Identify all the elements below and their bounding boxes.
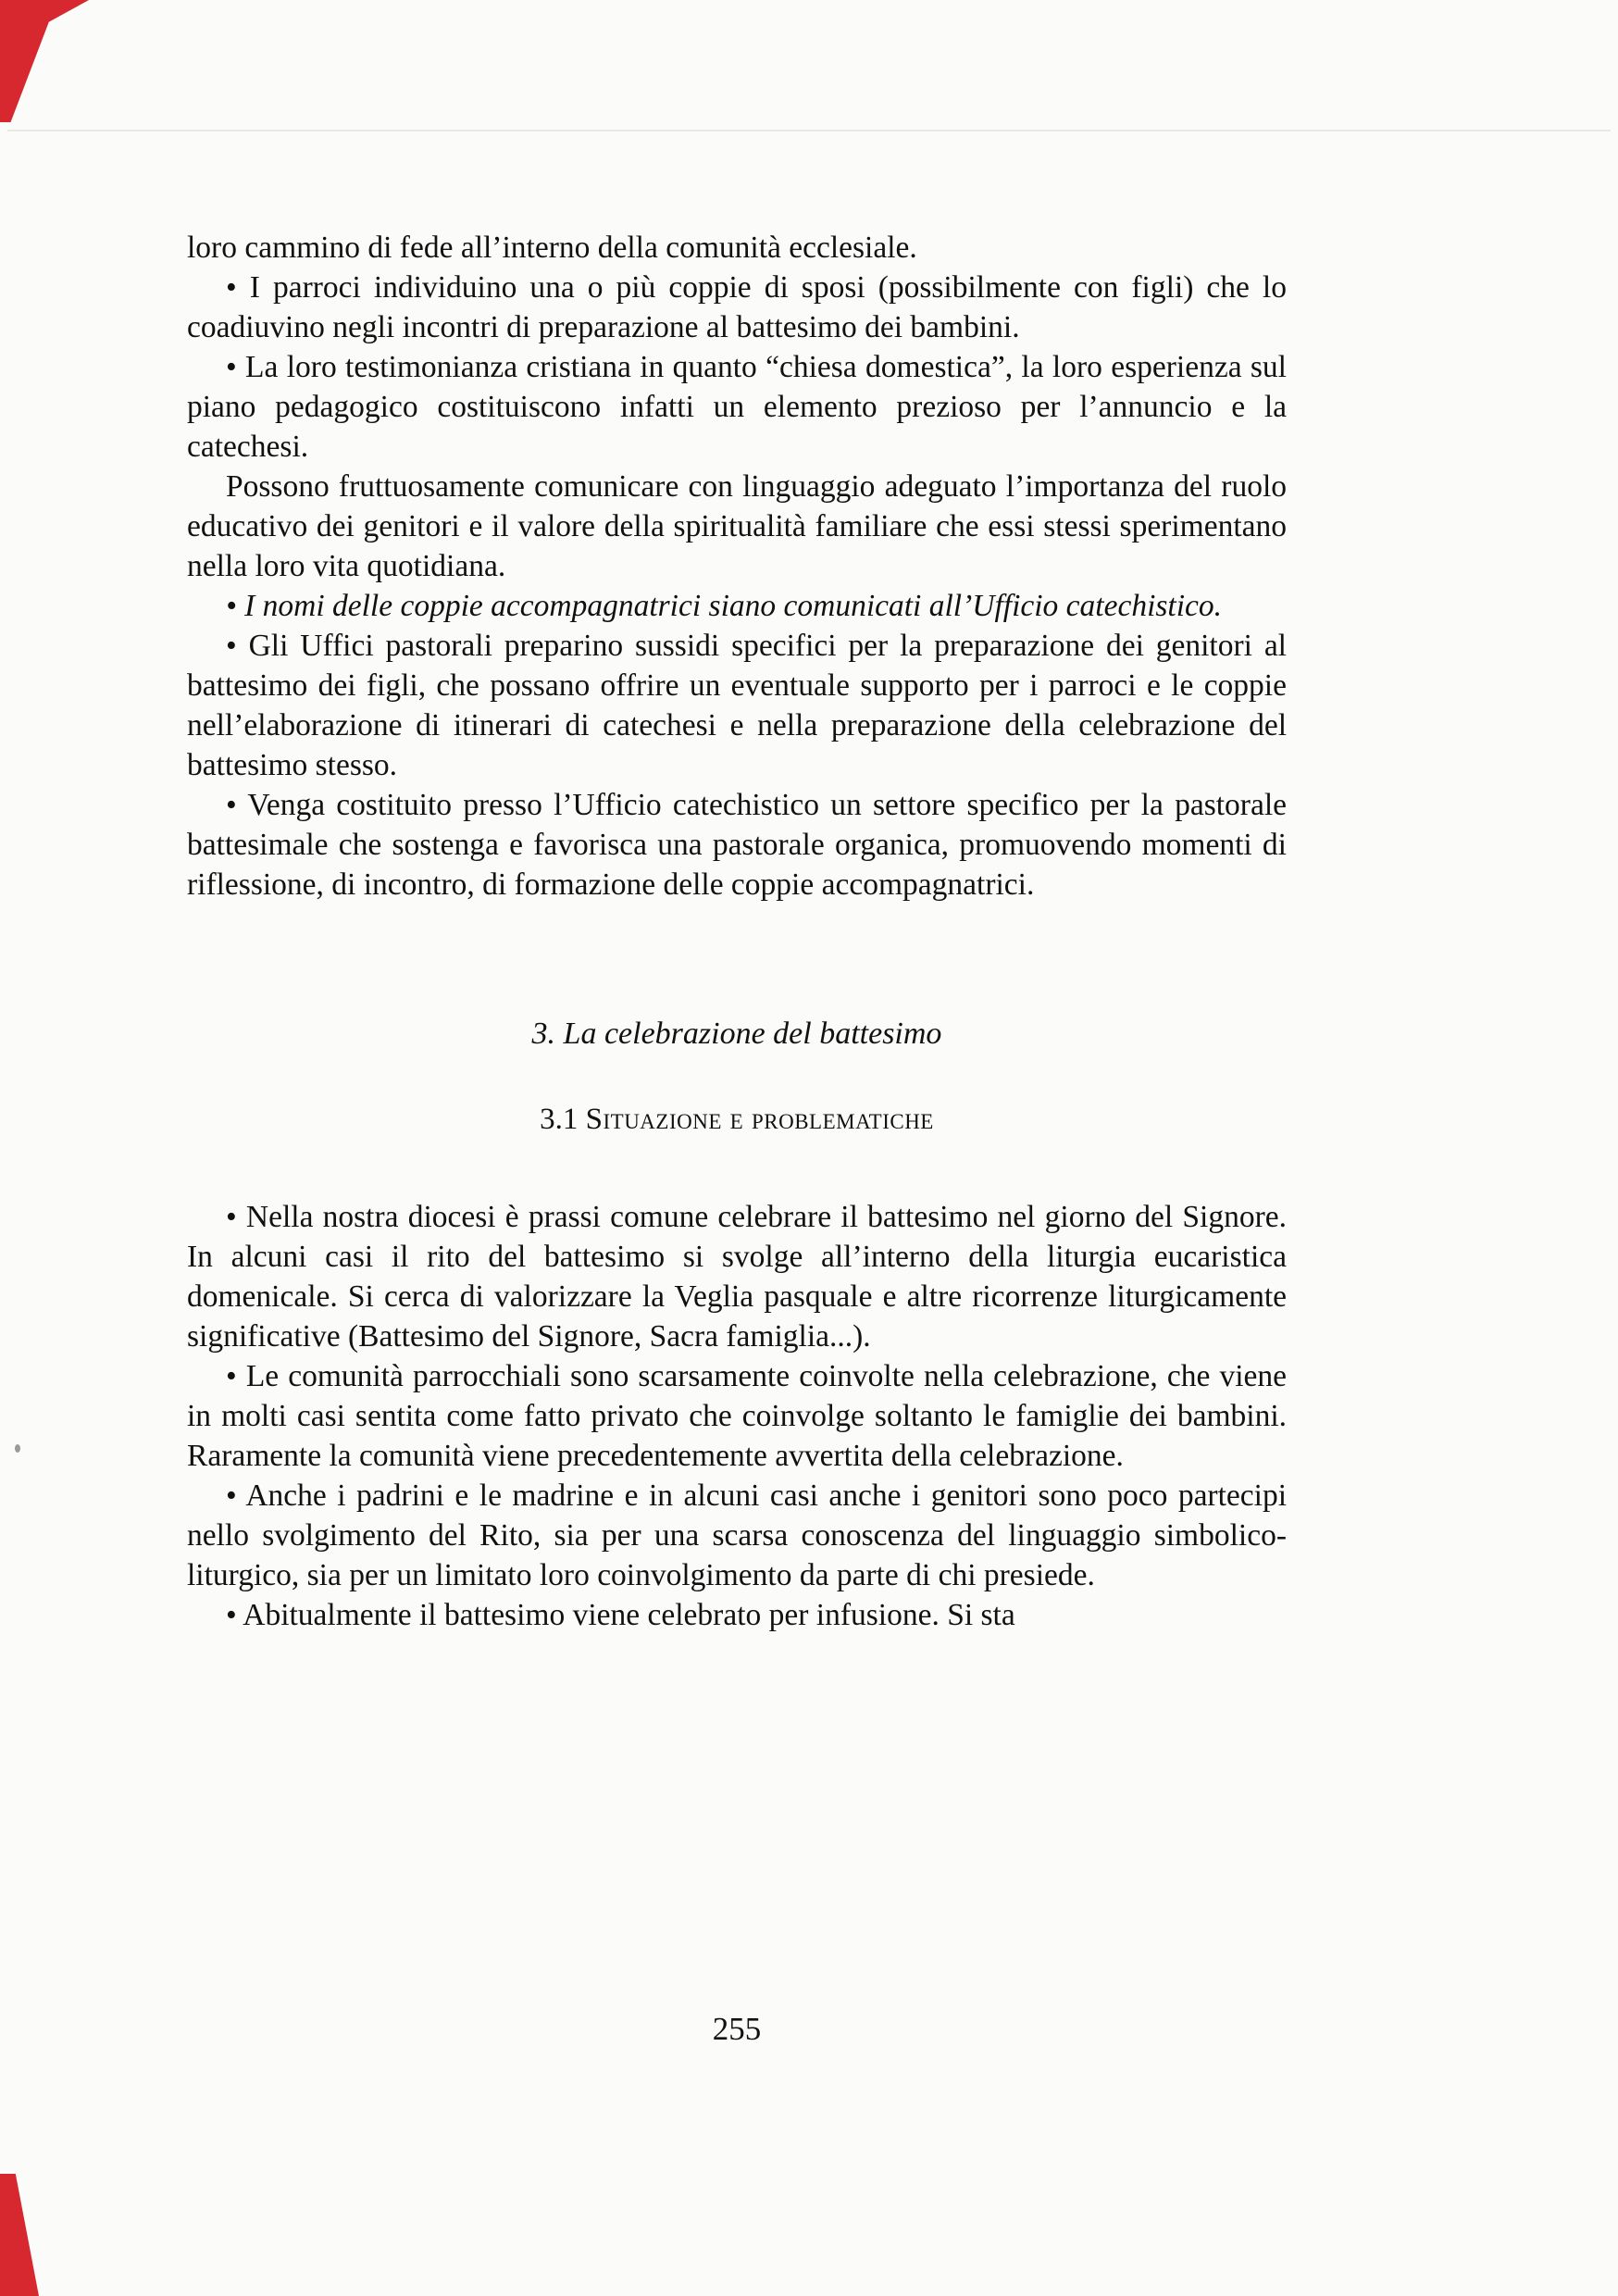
subsection-number: 3.1 — [540, 1103, 579, 1136]
paragraph: • Abitualmente il battesimo viene celebrato per infusione. Si sta — [226, 1598, 1015, 1632]
paragraph-continuation: loro cammino di fede all’interno della comunità ecclesiale. — [187, 231, 917, 265]
scan-seam-line — [7, 130, 1611, 131]
paragraph: • I nomi delle coppie accompagnatrici siano comunicati all’Ufficio catechistico. — [226, 589, 1223, 623]
subsection-heading — [187, 1100, 1287, 1140]
paragraph: • I parroci individuino una o più coppie di sposi (possibilmente con figli) che lo coadiuvino negli incontri di preparazione al battesimo dei bambini. — [187, 270, 1287, 344]
scan-speckle — [15, 1444, 20, 1453]
page-number: 255 — [712, 2011, 762, 2047]
scan-artifact-bottom-left — [0, 2174, 39, 2296]
paragraph: • Venga costituito presso l’Ufficio catechistico un settore specifico per la pastorale battesimale che sostenga e favorisca una pastorale organica, promuovendo momenti di riflessione, di incontro, di formazione delle coppie accompagnatrici. — [187, 788, 1287, 902]
paragraph: • La loro testimonianza cristiana in quanto “chiesa domestica”, la loro esperienza sul piano pedagogico costituiscono infatti un elemento prezioso per l’annuncio e la catechesi. — [187, 350, 1287, 464]
paragraph: • Gli Uffici pastorali preparino sussidi specifici per la preparazione dei genitori al battesimo dei figli, che possano offrire un eventuale supporto per i parroci e le coppie nell’elaborazione di itinerari di catechesi e nella preparazione della celebrazione del battesimo stesso. — [187, 629, 1287, 782]
paragraph: • Nella nostra diocesi è prassi comune celebrare il battesimo nel giorno del Signore. In alcuni casi il rito del battesimo si svolge all’interno della liturgia eucaristica domenicale. Si cerca di valorizzare la Veglia pasquale e altre ricorrenze liturgicamente significative (Battesimo del Signore, Sacra famiglia...). — [187, 1200, 1287, 1354]
section-heading: 3. La celebrazione del battesimo — [531, 1017, 942, 1051]
scan-artifact-top-left — [0, 0, 89, 122]
page-text-block — [187, 228, 1287, 1635]
paragraph: Possono fruttuosamente comunicare con linguaggio adeguato l’importanza del ruolo educativo dei genitori e il valore della spiritualità familiare che essi stessi sperimentano nella loro vita quotidiana. — [187, 469, 1287, 583]
paragraph: • Anche i padrini e le madrine e in alcuni casi anche i genitori sono poco partecipi nello svolgimento del Rito, sia per una scarsa conoscenza del linguaggio simbolico-liturgico, sia per un limitato loro coinvolgimento da parte di chi presiede. — [187, 1479, 1287, 1592]
paragraph: • Le comunità parrocchiali sono scarsamente coinvolte nella celebrazione, che viene in molti casi sentita come fatto privato che coinvolge soltanto le famiglie dei bambini. Raramente la comunità viene precedentemente avvertita della celebrazione. — [187, 1359, 1287, 1473]
subsection-title: Situazione e problematiche — [585, 1103, 934, 1136]
